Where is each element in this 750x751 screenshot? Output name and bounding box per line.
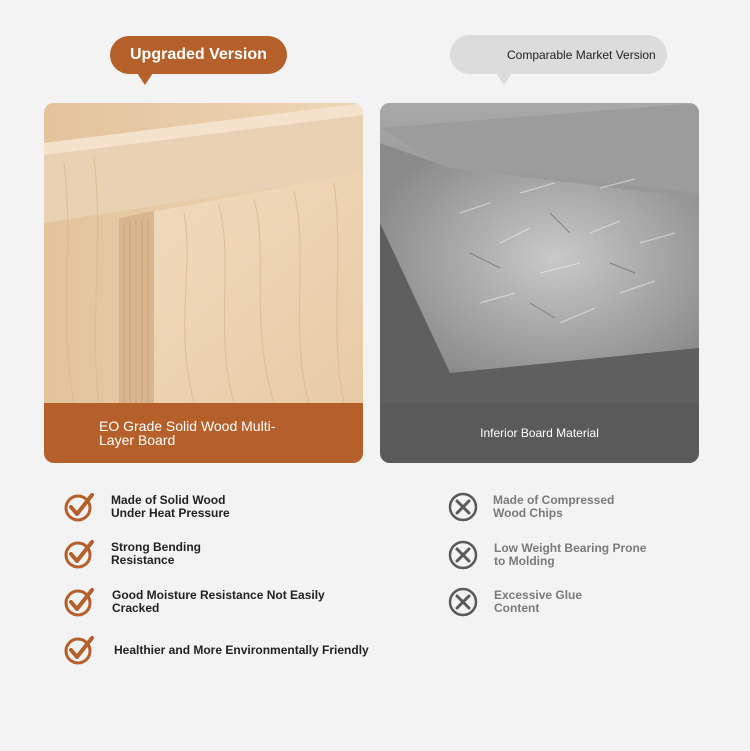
con-item: [447, 491, 633, 523]
pro-label: Healthier and More Environmentally Friendly: [114, 642, 369, 657]
bubble-tail: [137, 73, 153, 85]
con-label: Excessive Glue Content: [494, 588, 583, 615]
x-circle-icon: [447, 586, 479, 618]
solid-wood-caption: EO Grade Solid Wood Multi-Layer Board: [99, 418, 276, 448]
bubble-tail: [496, 73, 512, 85]
check-circle-icon: [63, 634, 95, 666]
particle-board-photo: [380, 103, 699, 403]
pro-item: [63, 491, 251, 523]
con-item: [447, 539, 659, 571]
check-circle-icon: [63, 538, 95, 570]
inferior-board-caption: Inferior Board Material: [480, 426, 599, 440]
solid-wood-card: [44, 103, 363, 463]
inferior-board-caption-bar: [380, 403, 699, 463]
check-circle-icon: [63, 491, 95, 523]
x-circle-icon: [447, 491, 479, 523]
pro-label: Made of Solid Wood Under Heat Pressure: [111, 493, 230, 520]
pro-label: Good Moisture Resistance Not Easily Cracked: [112, 588, 325, 615]
plywood-photo: [44, 103, 363, 403]
pro-item: [63, 634, 369, 666]
pro-label: Strong Bending Resistance: [111, 540, 201, 567]
inferior-board-card: [380, 103, 699, 463]
x-circle-icon: [447, 539, 479, 571]
con-item: [447, 586, 604, 618]
upgraded-version-label: [110, 36, 287, 74]
solid-wood-caption-bar: [44, 403, 363, 463]
con-label: Made of Compressed Wood Chips: [493, 493, 615, 520]
pro-item: [63, 586, 332, 618]
check-circle-icon: [63, 586, 95, 618]
market-version-text: Comparable Market Version: [507, 47, 656, 62]
con-label: Low Weight Bearing Prone to Molding: [494, 541, 647, 568]
pro-item: [63, 538, 221, 570]
upgraded-version-text: Upgraded Version: [130, 46, 267, 63]
market-version-label: [450, 35, 667, 74]
